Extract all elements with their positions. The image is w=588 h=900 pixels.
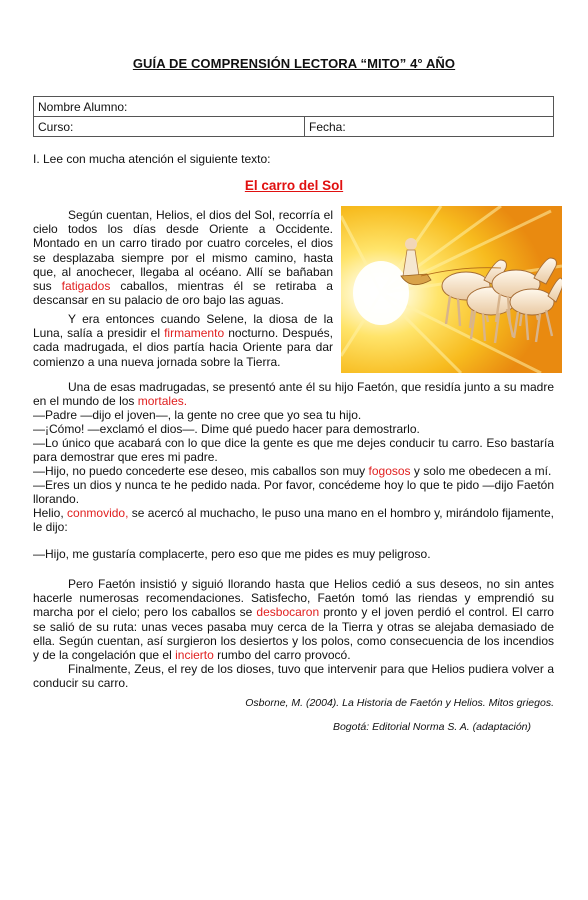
dialogue-line-6-text-end: se acercó al muchacho, le puso una mano en el hombro y, mirándolo fijamente, le dijo:	[33, 506, 555, 535]
instruction-text: I. Lee con mucha atención el siguiente texto:	[33, 152, 271, 166]
paragraph-1-text: Según cuentan, Helios, el dios del Sol, recorría el cielo todos los días desde Oriente a Occidente. Montado en un carro tirado por cuatro corceles, el dios se desplazaba siempre por el mismo camino, hasta que, al anochecer, llegaba al océano. Allí se bañaban sus	[33, 208, 333, 294]
dialogue-line-3: —Lo único que acabará con lo que dice la gente es que me dejes conducir tu carro. Eso bastaría para demostrar que eres mi padre.	[33, 436, 554, 465]
dialogue-line-7: —Hijo, me gustaría complacerte, pero eso que me pides es muy peligroso.	[33, 547, 431, 561]
dialogue-line-6-text: Helio,	[33, 506, 68, 520]
dialogue-line-4-text-end: y solo me obedecen a mí.	[410, 464, 552, 478]
dialogue-line-2: —¡Cómo! —exclamó el dios—. Dime qué puedo hacer para demostrarlo.	[33, 422, 420, 436]
highlight-word: desbocaron	[256, 605, 320, 620]
dialogue-line-4-text: —Hijo, no puedo concederte ese deseo, mis caballos son muy	[33, 464, 369, 478]
course-field[interactable]: Curso:	[34, 117, 305, 137]
paragraph-1	[33, 208, 333, 307]
date-field[interactable]: Fecha:	[305, 117, 554, 137]
paragraph-4-text-end: rumbo del carro provocó.	[213, 648, 351, 663]
student-name-field[interactable]: Nombre Alumno:	[34, 97, 554, 117]
paragraph-2-text-end: nocturno. Después, cada madrugada, el dios partía hacia Oriente para dar comienzo a una nueva jornada sobre la Tierra.	[33, 326, 333, 369]
paragraph-4-text: Pero Faetón insistió y siguió llorando hasta que Helios cedió a sus deseos, no sin antes hacerle numerosas recomendaciones. Satisfecho, Faetón tomó las riendas y emprendió su marcha por el cielo; pero los caballos se	[33, 577, 554, 620]
student-info-table	[33, 96, 554, 137]
helios-chariot-illustration	[341, 206, 562, 373]
paragraph-3-text: Una de esas madrugadas, se presentó ante él su hijo Faetón, que residía junto a su madre en el mundo de los	[33, 380, 554, 409]
paragraph-3	[33, 380, 554, 408]
reference-line-1: Osborne, M. (2004). La Historia de Faetón y Helios. Mitos griegos.	[245, 697, 554, 709]
reference-line-2: Bogotá: Editorial Norma S. A. (adaptación)	[332, 721, 531, 733]
dialogue-line-6	[33, 506, 554, 534]
paragraph-2-text: Y era entonces cuando Selene, la diosa de la Luna, salía a presidir el	[33, 312, 333, 341]
story-title: El carro del Sol	[244, 178, 344, 193]
highlight-word: mortales.	[137, 394, 188, 409]
highlight-word: firmamento	[164, 326, 225, 341]
dialogue-line-4	[33, 464, 554, 478]
document-title: GUÍA DE COMPRENSIÓN LECTORA “MITO” 4° AÑO	[132, 56, 456, 71]
dialogue-line-1: —Padre —dijo el joven—, la gente no cree que yo sea tu hijo.	[33, 408, 362, 422]
highlight-word: fogosos	[368, 464, 411, 478]
paragraph-5: Finalmente, Zeus, el rey de los dioses, tuvo que intervenir para que Helios pudiera volver a conducir su carro.	[33, 662, 554, 691]
paragraph-1-text-end: caballos, mientras él se retiraba a descansar en su palacio de oro bajo las aguas.	[33, 279, 333, 308]
highlight-word: fatigados	[61, 279, 111, 294]
paragraph-4-text-mid: pronto y el joven perdió el control. El carro se salió de su ruta: unas veces pasaba muy cerca de la Tierra y otras se alejaba demasiado de ella. Según cuentan, así surgieron los desiertos y los polos, como consecuencia de los incendios y de la congelación que el	[33, 605, 554, 663]
paragraph-2	[33, 312, 333, 369]
highlight-word: incierto	[175, 648, 214, 663]
dialogue-line-5: —Eres un dios y nunca te he pedido nada. Por favor, concédeme hoy lo que te pido —dijo Faetón llorando.	[33, 478, 554, 507]
sun-chariot-image	[341, 206, 562, 373]
paragraph-4	[33, 577, 554, 662]
highlight-word: conmovido,	[67, 506, 129, 520]
